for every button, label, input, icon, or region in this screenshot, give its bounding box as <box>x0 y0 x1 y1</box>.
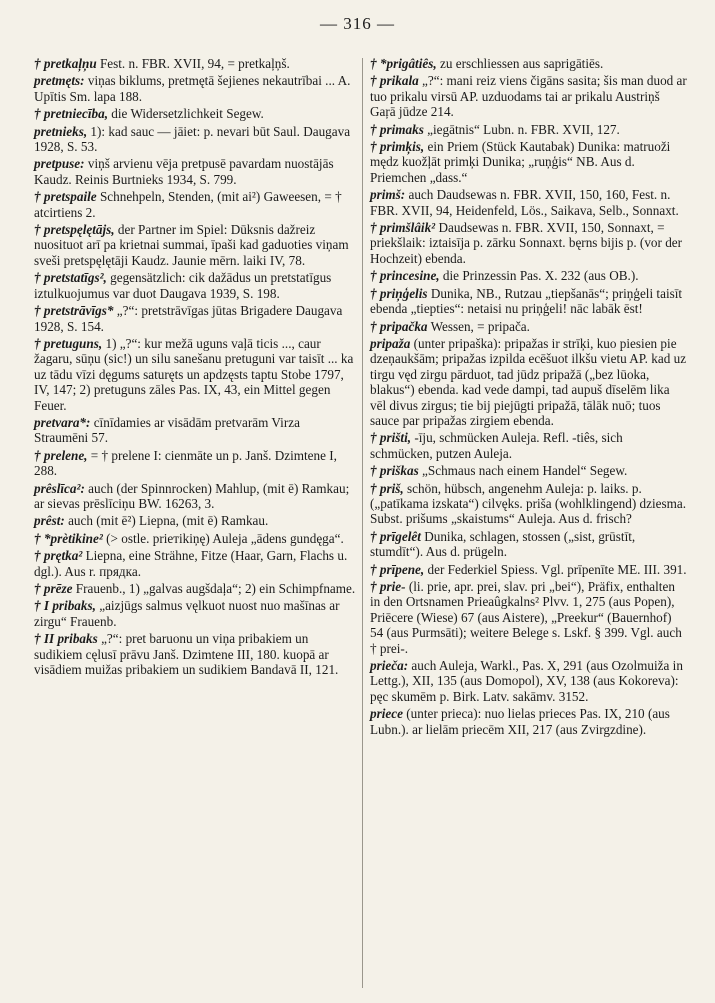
dictionary-entry <box>370 268 688 283</box>
entry-headword: † prie- <box>370 579 406 594</box>
right-column <box>370 56 688 739</box>
column-divider <box>362 58 363 988</box>
entry-headword: prêst: <box>34 513 65 529</box>
entry-definition: der Federkiel Spiess. Vgl. prīpenīte ME. III. 391. <box>427 561 687 577</box>
entry-headword: † primaks <box>370 121 424 137</box>
entry-headword: † pretstatīgs², <box>34 270 107 286</box>
entry-headword: † priņģelis <box>370 285 428 301</box>
entry-headword: † prelene, <box>34 447 88 463</box>
dictionary-entry <box>370 139 688 185</box>
entry-headword: † pretspaile <box>34 189 97 205</box>
entry-definition: viņš arvienu vēja pretpusē pavardam nuostājās Kaudz. Reinis Burtnieks 1934, S. 799. <box>34 156 334 187</box>
entry-definition: 1): kad sauc — jāiet: p. nevari būt Saul. Daugava 1928, S. 53. <box>34 123 351 155</box>
entry-headword: † prīgelêt <box>370 528 421 544</box>
entry-definition: „?“: pretstrāvīgas jūtas Brigadere Daugava 1928, S. 154. <box>34 303 343 334</box>
entry-definition: Wessen, = pripača. <box>430 318 530 334</box>
entry-headword: † pretuguns, <box>34 335 103 351</box>
entry-headword: pretpuse: <box>34 156 85 172</box>
entry-headword: † *prètikine² <box>34 530 103 546</box>
entry-definition: Frauenb., 1) „galvas augšdaļa“; 2) ein Schimpfname. <box>75 581 356 596</box>
entry-definition: cīnīdamies ar visādām pretvarām Virza Straumēni 57. <box>34 414 300 446</box>
entry-headword: pripaža <box>370 335 411 351</box>
entry-headword: prieča: <box>370 658 409 674</box>
dictionary-entry <box>34 531 356 546</box>
entry-definition: (unter pripaška): pripažas ir strīķi, kuo piesien pie dzeņaukšām; pripažas izpilda ecēšuot ilkšu vietu AP. kad uz tirgu vęd zirgu pārduot, tad jūdz pripažā („bez lūoka, blakus“) ebenda. kad vede dampi, tad aupuš dīselēm lika vēl divus zirgus; tie bij piejūgti pripažā, tālāk nuō; tuos sauce par pripažas zirgiem ebenda. <box>370 335 687 428</box>
entry-headword: pretmęts: <box>34 73 85 89</box>
dictionary-entry <box>370 562 688 577</box>
entry-definition: der Partner im Spiel: Dūksnis dažreiz nuosituot arī pa krietnai summai, īpaši kad gaduoties viņam sveši pretspęlętāji Kaudz. Jaunie mērn. laiki IV, 78. <box>34 222 349 268</box>
dictionary-entry <box>370 56 688 71</box>
entry-headword: † prętka² <box>34 548 83 564</box>
dictionary-entry <box>370 579 688 656</box>
entry-headword: priece <box>370 706 403 722</box>
dictionary-entry <box>34 481 356 512</box>
entry-headword: † priš, <box>370 480 404 496</box>
entry-headword: † pretkaļņu <box>34 56 97 71</box>
entry-definition: Daudsewas n. FBR. XVII, 150, Sonnaxt, = priekšlaik: iztaisīja p. zārku Sonnaxt. bęrns bijis p. (vor der Hochzeit) ebenda. <box>370 220 683 266</box>
dictionary-entry <box>370 481 688 527</box>
entry-headword: † pretspęlętājs, <box>34 222 115 238</box>
page-number: — 316 — <box>320 14 395 33</box>
entry-definition: „Schmaus nach einem Handel“ Segew. <box>422 463 628 479</box>
left-column <box>34 56 356 679</box>
dictionary-entry <box>370 658 688 704</box>
entry-headword: † I pribaks, <box>34 598 96 614</box>
entry-definition: = † prelene I: cienmāte un p. Janš. Dzimtene I, 288. <box>34 447 337 479</box>
entry-definition: (unter prieca): nuo lielas prieces Pas. IX, 210 (aus Lubn.). ar lielām priecēm XII, 217 (aus Zvirgzdine). <box>370 706 670 737</box>
entry-headword: prêslīca²: <box>34 480 85 496</box>
entry-headword: pretvara*: <box>34 414 91 430</box>
entry-definition: „aizjūgs salmus vęlkuot nuost nuo mašīnas ar zirgu“ Frauenb. <box>34 598 340 629</box>
dictionary-entry <box>34 336 356 413</box>
entry-definition: Schnehpeln, Stenden, (mit ai²) Gaweesen, = † atcirtiens 2. <box>34 189 342 220</box>
dictionary-entry <box>34 73 356 104</box>
dictionary-entry <box>370 463 688 478</box>
dictionary-entry <box>34 156 356 187</box>
entry-definition: auch Daudsewas n. FBR. XVII, 150, 160, Fest. n. FBR. XVII, 94, Heidenfeld, Lös., Saikava, Selb., Sonnaxt. <box>370 187 679 218</box>
entry-definition: viņas biklums, pretmętā šejienes nekautrībai ... A. Upītis Sm. lapa 188. <box>34 73 351 104</box>
entry-definition: (li. prie, apr. prei, slav. pri „bei“), Präfix, enthalten in den Ortsnamen Prieaûgkalns² Plvv. 1, 275 (aus Popen), Priēcere (Wiese) 67 (aus Aistere), „Preekur“ (Bauernhof) 54 (aus Purmsāti); weitere Belege s. Lskf. § 399. Vgl. auch † prei-. <box>370 579 682 656</box>
entry-definition: 1) „?“: kur mežā uguns vaļā ticis ..., caur žagaru, sūņu (sic!) un silu sanešanu pretuguni var taisīt ... ka uz tādu vīzi dęgums saturęts un apdzęsts taptu Stobe 1797, IV, 147; 2) pretuguns zāles Pas. IX, 43, ein Mittel gegen Feuer. <box>34 335 354 413</box>
dictionary-entry <box>34 270 356 301</box>
entry-headword: † pripačka <box>370 318 428 334</box>
entry-definition: „?“: pret baruonu un viņa pribakiem un sudikiem cęlusī prāvu Janš. Dzimtene III, 180. kuopā ar visādiem muižas pribakiem un sudikiem Bandavā II, 121. <box>34 631 339 678</box>
dictionary-entry <box>370 319 688 334</box>
entry-headword: † prēze <box>34 581 73 596</box>
dictionary-entry <box>370 73 688 119</box>
dictionary-entry <box>34 106 356 121</box>
entry-definition: auch Auleja, Warkl., Pas. X, 291 (aus Ozolmuiža in Lettg.), XII, 135 (aus Domopol), XV, 138 (aus Kokoreva): pęc skumēm p. Birk. Latv. sakāmv. 3152. <box>370 658 683 704</box>
dictionary-entry <box>34 56 356 71</box>
entry-definition: die Prinzessin Pas. X. 232 (aus OB.). <box>442 268 639 284</box>
entry-headword: † prikala <box>370 73 419 89</box>
dictionary-entry <box>370 430 688 461</box>
dictionary-entry <box>370 220 688 266</box>
entry-headword: † priškas <box>370 463 419 479</box>
entry-headword: † princesine, <box>370 268 440 284</box>
dictionary-entry <box>34 598 356 629</box>
dictionary-entry <box>370 529 688 560</box>
entry-headword: † *prigâtiês, <box>370 56 437 71</box>
entry-definition: auch (der Spinnrocken) Mahlup, (mit ē) Ramkau; ar sievas prēslīciņu BW. 16263, 3. <box>34 480 350 511</box>
entry-definition: auch (mit ē²) Liepna, (mit ē) Ramkau. <box>68 513 269 529</box>
dictionary-entry <box>34 513 356 528</box>
dictionary-entry <box>34 222 356 268</box>
dictionary-entry <box>34 448 356 479</box>
dictionary-entry <box>34 303 356 334</box>
dictionary-entry <box>370 336 688 428</box>
dictionary-entry <box>34 631 356 677</box>
dictionary-entry <box>34 548 356 579</box>
dictionary-entry <box>34 189 356 220</box>
entry-definition: Dunika, NB., Rutzau „tiepšanās“; priņģeli taisīt ebenda „tiepties“: netaisi nu priņģeli! nāc labāk ēst! <box>370 285 683 317</box>
entry-definition: ein Priem (Stück Kautabak) Dunika: matruoži mędz kuožļāt primķi Dunika; „ruņģis“ NB. Aus d. Priemchen „dass.“ <box>370 139 671 185</box>
entry-headword: † II pribaks <box>34 631 98 647</box>
dictionary-entry <box>34 581 356 596</box>
entry-definition: Liepna, eine Strähne, Fitze (Haar, Garn, Flachs u. dgl.). Aus r. прядка. <box>34 548 348 579</box>
entry-headword: † pretniecība, <box>34 106 108 122</box>
dictionary-entry <box>34 124 356 155</box>
entry-headword: primš: <box>370 187 406 203</box>
entry-definition: „?“: mani reiz viens čigāns sasita; šis man duod ar tuo prikalu virsū AP. uzduodams tai ar prikalu Austriņš Gaŗā jūdze 214. <box>370 73 687 120</box>
entry-definition: die Widersetzlichkeit Segew. <box>111 106 264 122</box>
dictionary-entry <box>370 122 688 137</box>
entry-definition: Dunika, schlagen, stossen („sist, grūstīt, stumdīt“). Aus d. prügeln. <box>370 528 636 560</box>
entry-definition: -īju, schmücken Auleja. Refl. -tiês, sich schmücken, putzen Auleja. <box>370 430 623 461</box>
entry-headword: † prišti, <box>370 430 412 446</box>
entry-headword: † pretstrāvīgs* <box>34 303 114 319</box>
entry-definition: zu erschliessen aus saprigātiēs. <box>439 56 604 71</box>
dictionary-entry <box>370 187 688 218</box>
entry-headword: † primšlâik² <box>370 220 436 236</box>
entry-headword: † prīpene, <box>370 561 425 577</box>
entry-definition: gegensätzlich: cik dažādus un pretstatīgus iztulkuojumus var duot Daugava 1939, S. 198. <box>34 270 332 301</box>
entry-definition: Fest. n. FBR. XVII, 94, = pretkaļņš. <box>99 56 290 71</box>
entry-definition: schön, hübsch, angenehm Auleja: p. laiks. p. („patīkama izskata“) cilvęks. priša (wohlklingend) dziesma. Subst. prišums „skaistums“ Auleja. Aus d. frisch? <box>370 480 687 527</box>
dictionary-entry <box>370 706 688 737</box>
entry-headword: pretnieks, <box>34 123 88 139</box>
entry-definition: (> ostle. prieтikiņę) Auleja „ādens gundęga“. <box>106 530 344 546</box>
entry-definition: „iegātnis“ Lubn. n. FBR. XVII, 127. <box>427 121 620 137</box>
entry-headword: † primķis, <box>370 139 425 155</box>
dictionary-entry <box>370 286 688 317</box>
dictionary-entry <box>34 415 356 446</box>
